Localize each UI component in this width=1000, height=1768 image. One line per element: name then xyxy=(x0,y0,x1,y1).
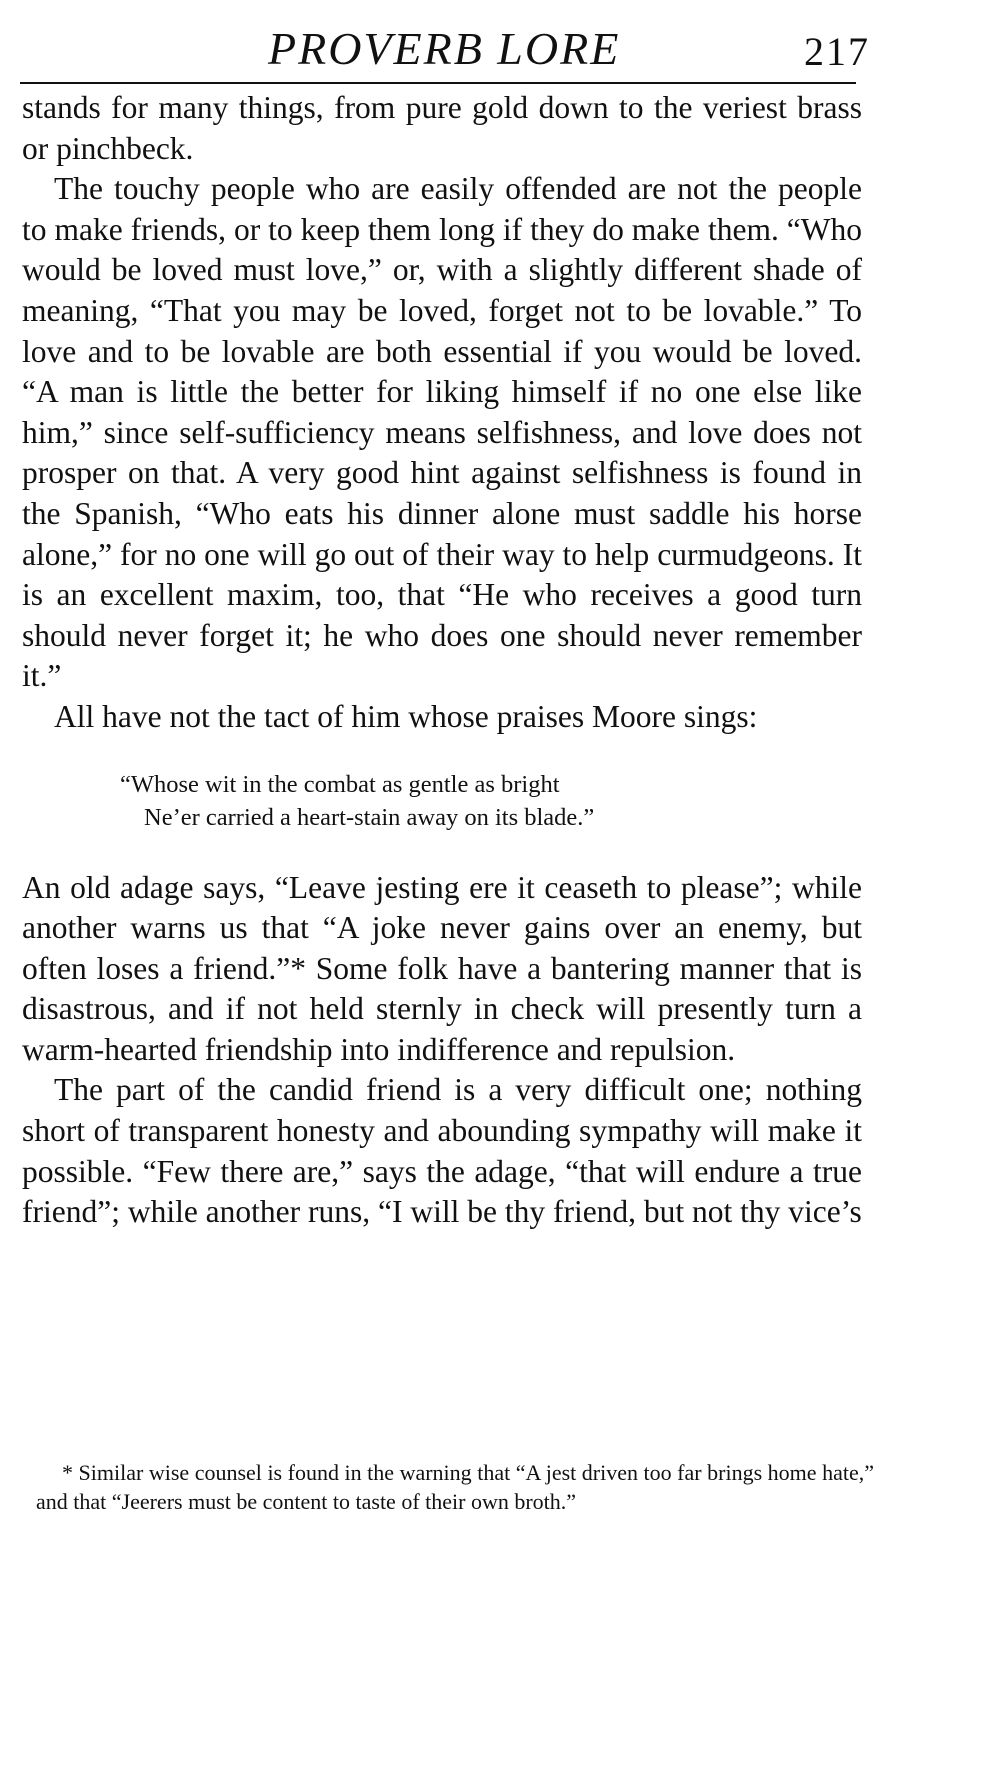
verse-quotation xyxy=(120,768,862,834)
page-number: 217 xyxy=(804,29,870,74)
header-rule xyxy=(20,82,856,84)
paragraph-5: The part of the candid friend is a very difficult one; nothing short of transparent honesty and abounding sympathy will make it possible. “Few there are,” says the adage, “that will endure a true friend”; while another runs, “I will be thy friend, but not thy vice’s xyxy=(22,1072,862,1230)
paragraph-4: An old adage says, “Leave jesting ere it ceaseth to please”; while another warns us that “A joke never gains over an enemy, but often loses a friend.”* Some folk have a bantering manner that is disastrous, and if not held sternly in check will presently turn a warm-hearted friendship into indifference and repulsion. xyxy=(22,869,862,1067)
paragraph-1: stands for many things, from pure gold down to the veriest brass or pinchbeck. xyxy=(22,90,862,166)
page-header xyxy=(20,14,870,80)
footnote-text: * Similar wise counsel is found in the warning that “A jest driven too far brings home hate,” and that “Jeerers must be content to taste of their own broth.” xyxy=(36,1460,874,1514)
verse-line-1: “Whose wit in the combat as gentle as bright xyxy=(120,770,560,798)
verse-line-2: Ne’er carried a heart-stain away on its blade.” xyxy=(144,803,595,831)
body-text xyxy=(22,88,862,1233)
paragraph-2: The touchy people who are easily offended are not the people to make friends, or to keep them long if they do make them. “Who would be loved must love,” or, with a slightly different shade of meaning, “That you may be loved, forget not to be lovable.” To love and to be lovable are both essential if you would be loved. “A man is little the better for liking himself if no one else like him,” since self-sufficiency means selfishness, and love does not prosper on that. A very good hint against selfishness is found in the Spanish, “Who eats his dinner alone must saddle his horse alone,” for no one will go out of their way to help curmudgeons. It is an excellent maxim, too, that “He who receives a good turn should never forget it; he who does one should never remember it.” xyxy=(22,171,862,694)
running-title: PROVERB LORE xyxy=(268,23,621,74)
paragraph-3: All have not the tact of him whose praises Moore sings: xyxy=(54,698,758,734)
footnote xyxy=(36,1458,874,1516)
